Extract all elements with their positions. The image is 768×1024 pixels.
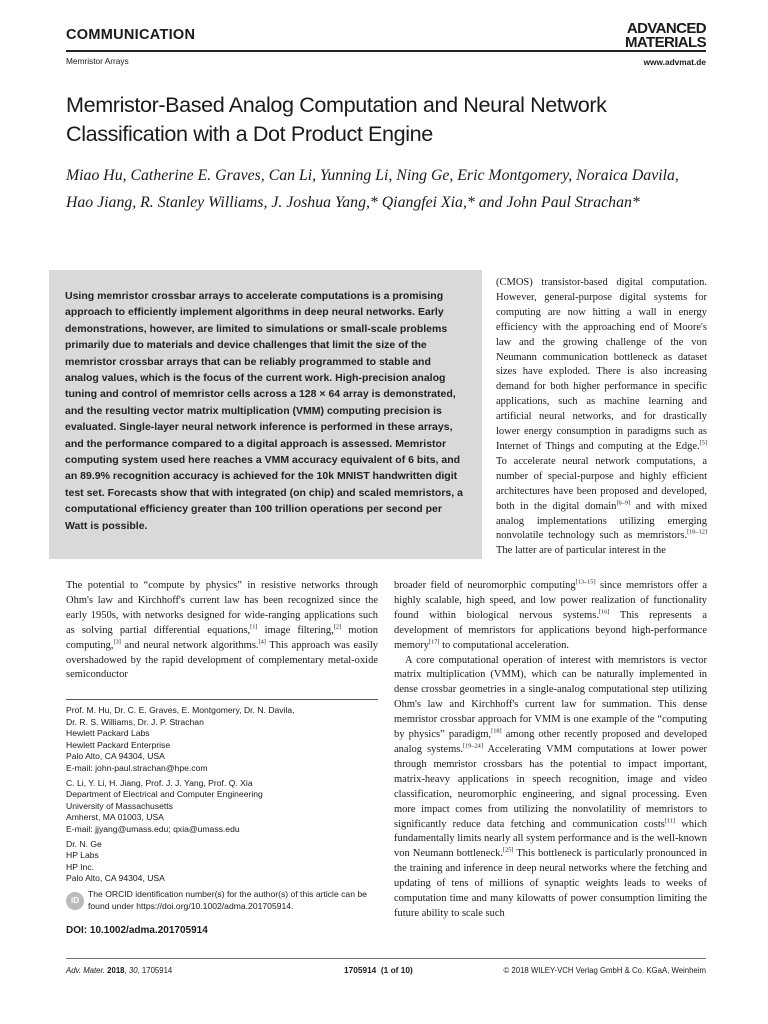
section-label: COMMUNICATION (66, 27, 196, 43)
orcid-text[interactable]: The ORCID identification number(s) for the author(s) of this article can be found under https://doi.org/10.1002/adma.201705914. (88, 889, 367, 911)
citation-ref[interactable]: [17] (429, 638, 440, 646)
affiliation-block (66, 839, 378, 885)
orcid-icon: iD (66, 892, 84, 910)
citation-ref[interactable]: [1] (250, 623, 258, 631)
abstract-text: Using memristor crossbar arrays to accelerate computations is a promising approach to efficiently implement algorithms in deep neural networks. Early demonstrations, however, are limited to simulations or small-scale problems primarily due to materials and device challenges that limit the size of the memristor crossbar arrays that can be reliably programmed to stable and analog values, which is the focus of the current work. High-precision analog tuning and control of memristor cells across a 128 × 64 array is demonstrated, and the resulting vector matrix multiplication (VMM) computing precision is evaluated. Single-layer neural network inference is performed in these arrays, and the performance compared to a digital approach is assessed. Memristor computing system used here reaches a VMM accuracy equivalent of 6 bits, and an 89.9% recognition accuracy is achieved for the 10k MNIST handwritten digit test set. Forecasts show that with integrated (on chip) and scaled memristors, a computational efficiency greater than 100 trillion operations per second per Watt is possible. (65, 290, 463, 532)
journal-url[interactable]: www.advmat.de (643, 57, 706, 67)
doi-link[interactable]: DOI: 10.1002/adma.201705914 (66, 925, 208, 936)
affiliation-line: Palo Alto, CA 94304, USA (66, 873, 165, 884)
subsection-label: Memristor Arrays (66, 56, 129, 66)
footer-article: 1705914 (141, 966, 173, 975)
body-paragraph: A core computational operation of interest with memristors is vector matrix multiplication (VMM), which can be naturally implemented in dense crossbar geometries in a single-analog computational step utilizing Ohm's law and Kirchhoff's current law for summation. This dense memristor crossbar approach for VMM is one example of the “computing by physics” paradigm,[18] among other recently proposed and developed analog systems.[19–24] Accelerating VMM computations at lower power through memristor crossbars has the potential to impact important, matrix-heavy applications in speech recognition, image and video classification, neuromorphic engineering, and signal processing. Even more impact comes from utilizing the nonvolatility of memristors to significantly reduce data fetching and communication costs[11] which fundamentally limits nearly all system performance and is the well-known von Neumann bottleneck.[25] This bottleneck is particularly pronounced in the training and inference in deep neural networks where the fetching and updating of tens of millions of synaptic weights leads to weeks of computation time and many kilowatts of power consumption limiting the future ability to scale such (394, 654, 707, 919)
citation-ref[interactable]: [25] (502, 846, 514, 854)
affiliation-line: Dr. N. Ge (66, 838, 102, 849)
body-column-left (66, 579, 378, 683)
affiliation-line: Hewlett Packard Labs (66, 728, 150, 739)
footer-citation: Adv. Mater. 2018, 30, 1705914 (66, 966, 173, 975)
citation-ref[interactable]: [18] (491, 727, 502, 735)
citation-ref[interactable]: [3] (113, 638, 121, 646)
citation-ref[interactable]: [2] (333, 623, 342, 631)
footer-year: 2018 (107, 966, 125, 975)
affiliation-line: C. Li, Y. Li, H. Jiang, Prof. J. J. Yang, Prof. Q. Xia (66, 777, 253, 788)
affiliation-block (66, 705, 378, 775)
affiliation-line: University of Massachusetts (66, 800, 173, 811)
footer-journal: Adv. Mater. (66, 966, 105, 975)
body-column-right-top (496, 276, 707, 559)
citation-ref[interactable]: [11] (664, 817, 676, 824)
citation-ref[interactable]: [16] (598, 608, 610, 616)
citation-ref[interactable]: [6–9] (616, 499, 631, 507)
logo-line-2: MATERIALS (625, 33, 706, 51)
body-paragraph: The potential to “compute by physics” in resistive networks through Ohm's law and Kirchhoff's current law has been recognized since the early 1950s, with networks designed for wide-ranging applications such as solving partial differential equations,[1] image filtering,[2] motion computing,[3] and neural network algorithms.[4] This approach was easily overshadowed by the rapid development of complementary metal-oxide semiconductor (66, 580, 379, 681)
citation-ref[interactable]: [5] (699, 439, 707, 447)
affiliation-line: HP Labs (66, 850, 99, 861)
article-title: Memristor-Based Analog Computation and Neural Network Classification with a Dot Product Engine (66, 92, 607, 146)
affiliation-rule (66, 699, 378, 700)
body-column-right (394, 579, 707, 922)
footer-volume: 30 (128, 966, 138, 975)
affiliation-block (66, 778, 378, 836)
affiliation-line: Palo Alto, CA 94304, USA (66, 751, 165, 762)
affiliation-line: Prof. M. Hu, Dr. C. E. Graves, E. Montgomery, Dr. N. Davila, (66, 705, 295, 715)
affiliations (66, 705, 378, 888)
body-paragraph: (CMOS) transistor-based digital computation. However, general-purpose digital systems for computing are now hitting a wall in energy efficiency with the approaching end of Moore's law and the growing challenge of the von Neumann communication bottleneck as dataset sizes have exploded. There is also increasing demand for both higher performance in specific applications, such as machine learning and artificial neural networks, and for drastically lower energy consumption in paradigms such as Internet of Things and computing at the Edge.[5] To accelerate neural network computations, a number of special-purpose and highly efficient architectures have been proposed and developed, both in the digital domain[6–9] and with mixed analog implementations utilizing emerging nonvolatile technology such as memristors.[10–12] The latter are of particular interest in the (496, 277, 707, 557)
abstract-box (49, 270, 482, 559)
page-number: 1705914 (1 of 10) (344, 965, 413, 975)
affiliation-line: Hewlett Packard Enterprise (66, 739, 171, 750)
affiliation-line: Department of Electrical and Computer Engineering (66, 789, 263, 800)
affiliation-line: Amherst, MA 01003, USA (66, 812, 164, 823)
header-rule (66, 50, 706, 52)
footer-rule (66, 958, 706, 959)
citation-ref[interactable]: [4] (258, 638, 266, 646)
affiliation-email[interactable]: E-mail: jjyang@umass.edu; qxia@umass.edu (66, 823, 240, 834)
citation-ref[interactable]: [13–15] (575, 578, 596, 586)
affiliation-email[interactable]: E-mail: john-paul.strachan@hpe.com (66, 762, 208, 773)
footer-copyright: © 2018 WILEY-VCH Verlag GmbH & Co. KGaA, Weinheim (503, 966, 706, 975)
logo-line-1: ADVANCED (626, 20, 706, 37)
affiliation-line: HP Inc. (66, 861, 95, 872)
author-list: Miao Hu, Catherine E. Graves, Can Li, Yunning Li, Ning Ge, Eric Montgomery, Noraica Davila, Hao Jiang, R. Stanley Williams, J. Joshua Yang,* Qiangfei Xia,* and John Paul Strachan* (66, 167, 679, 211)
orcid-note (66, 889, 378, 912)
journal-logo (625, 22, 706, 49)
citation-ref[interactable]: [19–24] (462, 742, 483, 750)
citation-ref[interactable]: [10–12] (687, 528, 707, 536)
body-paragraph: broader field of neuromorphic computing[13–15] since memristors offer a highly scalable, high speed, and low power realization of functionality found within biological nervous systems.[16] This represents a development of memristors for applications beyond high-performance memory[17] to computational acceleration. (394, 578, 708, 651)
affiliation-line: Dr. R. S. Williams, Dr. J. P. Strachan (66, 716, 204, 727)
